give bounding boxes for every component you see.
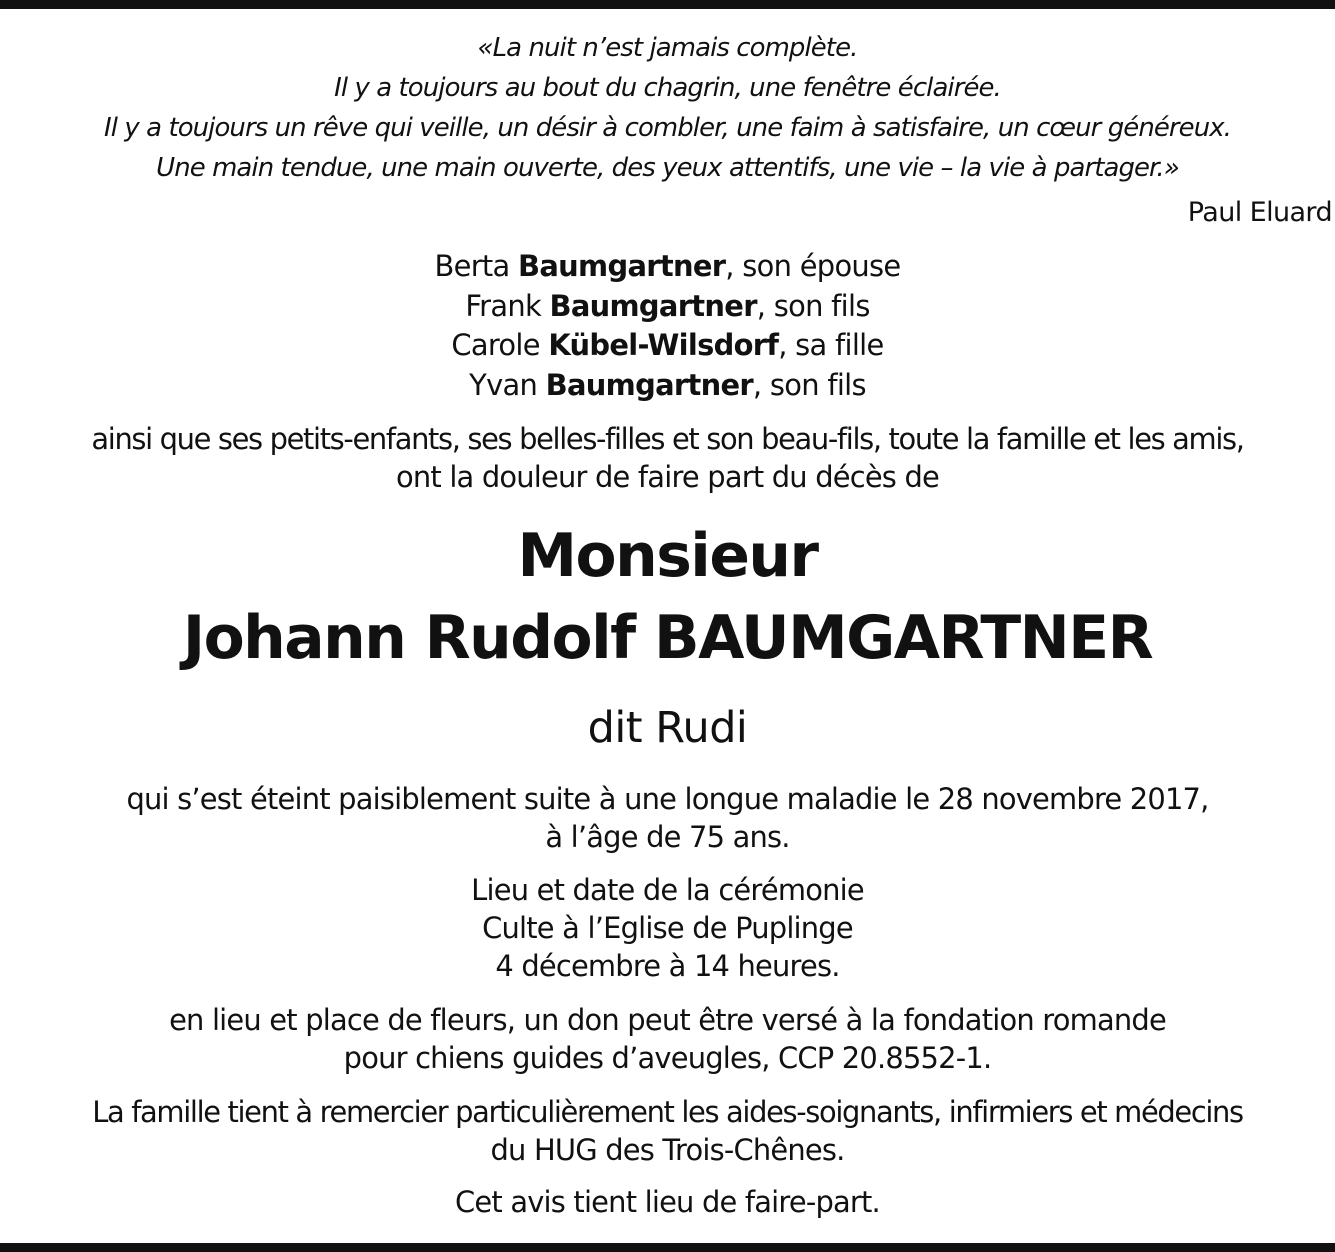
death-details-line: qui s’est éteint paisiblement suite à une longue maladie le 28 novembre 2017, bbox=[126, 782, 1209, 816]
family-relation: , son fils bbox=[752, 367, 866, 402]
bottom-border-rule bbox=[0, 1243, 1335, 1252]
ceremony-line: 4 décembre à 14 heures. bbox=[495, 949, 840, 983]
thanks-line: La famille tient à remercier particulièrement les aides-soignants, infirmiers et médecins bbox=[92, 1095, 1243, 1129]
thanks-notice bbox=[0, 1093, 1335, 1169]
family-first-name: Yvan bbox=[469, 367, 538, 402]
family-relation: , son fils bbox=[756, 288, 870, 323]
death-details-line: à l’âge de 75 ans. bbox=[545, 820, 790, 854]
quote-line: Il y a toujours au bout du chagrin, une fenêtre éclairée. bbox=[334, 73, 1001, 103]
quote-line: Il y a toujours un rêve qui veille, un désir à combler, une faim à satisfaire, un cœur généreux. bbox=[104, 113, 1231, 143]
top-border-rule bbox=[0, 0, 1335, 9]
deceased-name: Johann Rudolf BAUMGARTNER bbox=[182, 603, 1153, 673]
family-member bbox=[0, 287, 1335, 327]
faire-part-notice: Cet avis tient lieu de faire-part. bbox=[455, 1185, 880, 1219]
family-last-name: Baumgartner bbox=[545, 367, 753, 402]
deceased-heading bbox=[0, 515, 1335, 679]
thanks-line: du HUG des Trois-Chênes. bbox=[490, 1133, 845, 1167]
family-list bbox=[0, 247, 1335, 405]
family-last-name: Baumgartner bbox=[549, 288, 757, 323]
family-relation: , son épouse bbox=[725, 249, 901, 283]
quote-line: Une main tendue, une main ouverte, des yeux attentifs, une vie – la vie à partager.» bbox=[156, 153, 1179, 183]
donation-line: pour chiens guides d’aveugles, CCP 20.8552-1. bbox=[343, 1041, 992, 1075]
ceremony-line: Lieu et date de la cérémonie bbox=[471, 873, 864, 907]
ceremony-line: Culte à l’Eglise de Puplinge bbox=[482, 911, 853, 945]
family-last-name: Kübel-Wilsdorf bbox=[548, 328, 779, 362]
family-first-name: Frank bbox=[465, 288, 541, 323]
quote-line: «La nuit n’est jamais complète. bbox=[477, 33, 858, 63]
family-member bbox=[0, 247, 1335, 287]
family-member bbox=[0, 366, 1335, 406]
family-member bbox=[0, 326, 1335, 366]
family-relation: , sa fille bbox=[778, 328, 884, 362]
deceased-nickname: dit Rudi bbox=[587, 703, 748, 753]
donation-line: en lieu et place de fleurs, un don peut être versé à la fondation romande bbox=[169, 1003, 1166, 1037]
epigraph-quote bbox=[0, 28, 1335, 188]
announcement-line: ainsi que ses petits-enfants, ses belles-filles et son beau-fils, toute la famille et les amis, bbox=[91, 422, 1244, 456]
donation-notice bbox=[0, 1001, 1335, 1077]
death-details bbox=[0, 780, 1335, 856]
ceremony-details bbox=[0, 871, 1335, 985]
family-last-name: Baumgartner bbox=[518, 249, 726, 283]
announcement bbox=[0, 420, 1335, 496]
quote-author: Paul Eluard bbox=[1187, 197, 1332, 228]
deceased-honorific: Monsieur bbox=[517, 521, 818, 591]
family-first-name: Berta bbox=[434, 249, 510, 283]
announcement-line: ont la douleur de faire part du décès de bbox=[395, 460, 939, 494]
family-first-name: Carole bbox=[451, 328, 540, 362]
